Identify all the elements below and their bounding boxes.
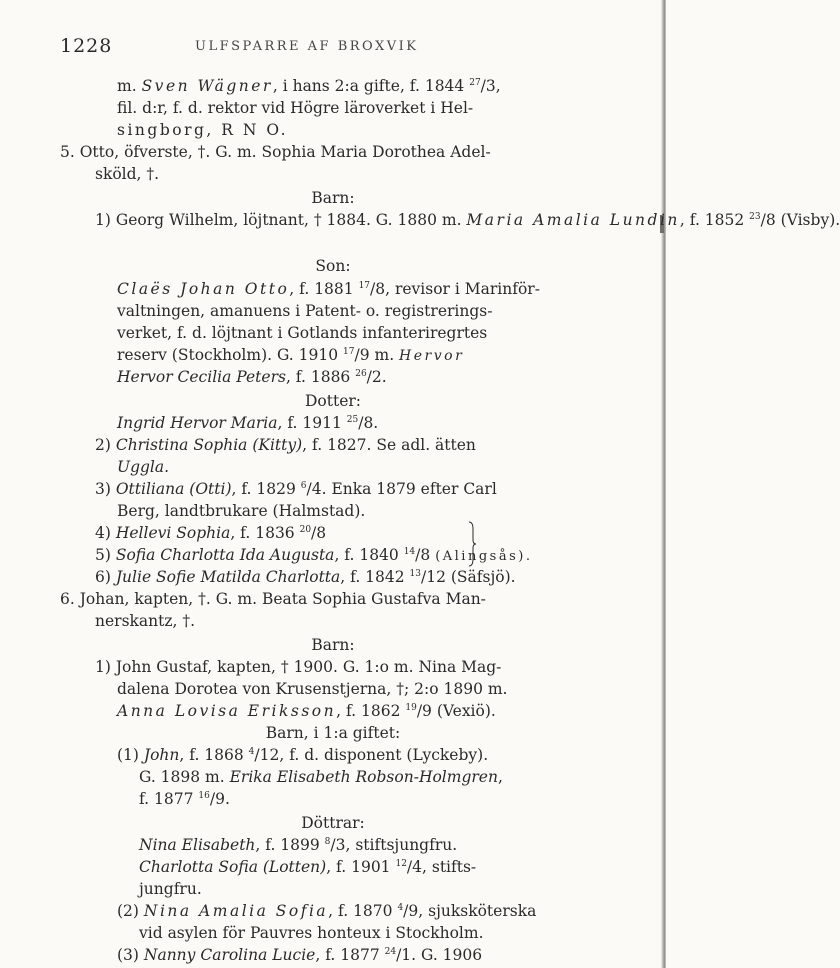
text-line: Hervor Cecilia Peters, f. 1886 $^{26}$/2. <box>117 368 387 386</box>
text-line: f. 1877 $^{16}$/9. <box>139 790 230 808</box>
text-line: reserv (Stockholm). G. 1910 $^{17}$/9 m. Hervor <box>117 346 465 364</box>
section-heading: Son: <box>315 257 351 275</box>
section-heading: Dotter: <box>304 392 362 410</box>
text-line: Berg, landtbrukare (Halmstad). <box>117 502 366 520</box>
section-heading: Barn: <box>311 189 355 207</box>
text-line: G. 1898 m. Erika Elisabeth Robson-Holmgren, <box>139 768 503 786</box>
text-line: 1) Georg Wilhelm, löjtnant, † 1884. G. 1880 m. Maria Amalia Lundin, f. 1852 $^{23}$/8 (Visby). <box>95 211 840 229</box>
text-line: nerskantz, †. <box>95 612 196 630</box>
running-title: ULFSPARRE AF BROXVIK <box>195 39 419 54</box>
page-number: 1228 <box>60 35 113 57</box>
text-line: m. Sven Wägner, i hans 2:a gifte, f. 1844 $^{27}$/3, <box>117 77 501 95</box>
text-line: (2) Nina Amalia Sofia, f. 1870 $^4$/9, sjuksköterska <box>117 902 537 920</box>
text-line: verket, f. d. löjtnant i Gotlands infanteriregrtes <box>117 324 488 342</box>
text-line: Anna Lovisa Eriksson, f. 1862 $^{19}$/9 (Vexiö). <box>117 702 496 720</box>
text-line: dalena Dorotea von Krusenstjerna, †; 2:o 1890 m. <box>117 680 508 698</box>
text-line: Claës Johan Otto, f. 1881 $^{17}$/8, revisor i Marinför- <box>117 280 540 298</box>
text-line: singborg, R N O. <box>117 121 289 139</box>
section-heading: Barn, i 1:a giftet: <box>265 724 401 742</box>
section-heading: Döttrar: <box>301 814 365 832</box>
text-line: (3) Nanny Carolina Lucie, f. 1877 $^{24}$/1. G. 1906 <box>117 946 483 964</box>
text-line: fil. d:r, f. d. rektor vid Högre läroverket i Hel- <box>117 99 474 117</box>
text-line: sköld, †. <box>95 165 160 183</box>
text-line: 5. Otto, öfverste, †. G. m. Sophia Maria Dorothea Adel- <box>60 143 491 161</box>
text-line: 2) Christina Sophia (Kitty), f. 1827. Se adl. ätten <box>95 436 476 454</box>
text-line: jungfru. <box>139 880 202 898</box>
text-line: 5) Sofia Charlotta Ida Augusta, f. 1840 $^{14}$/8 (Alingsås). <box>95 546 533 564</box>
text-line: (1) John, f. 1868 $^4$/12, f. d. disponent (Lyckeby). <box>117 746 489 764</box>
text-line: 3) Ottiliana (Otti), f. 1829 $^6$/4. Enka 1879 efter Carl <box>95 480 497 498</box>
text-line: vid asylen för Pauvres honteux i Stockholm. <box>139 924 484 942</box>
text-line: Nina Elisabeth, f. 1899 $^8$/3, stiftsjungfru. <box>139 836 458 854</box>
text-line: Uggla. <box>117 458 170 476</box>
text-line: 6) Julie Sofie Matilda Charlotta, f. 1842 $^{13}$/12 (Säfsjö). <box>95 568 516 586</box>
text-line: valtningen, amanuens i Patent- o. registrerings- <box>117 302 493 320</box>
text-line: Charlotta Sofia (Lotten), f. 1901 $^{12}$/4, stifts- <box>139 858 477 876</box>
section-heading: Barn: <box>311 636 355 654</box>
text-line: 6. Johan, kapten, †. G. m. Beata Sophia Gustafva Man- <box>60 590 486 608</box>
text-line: Ingrid Hervor Maria, f. 1911 $^{25}$/8. <box>117 414 379 432</box>
text-line: 4) Hellevi Sophia, f. 1836 $^{20}$/8 <box>95 524 327 542</box>
curly-brace-glyph <box>468 521 476 567</box>
text-line: 1) John Gustaf, kapten, † 1900. G. 1:o m. Nina Mag- <box>95 658 502 676</box>
